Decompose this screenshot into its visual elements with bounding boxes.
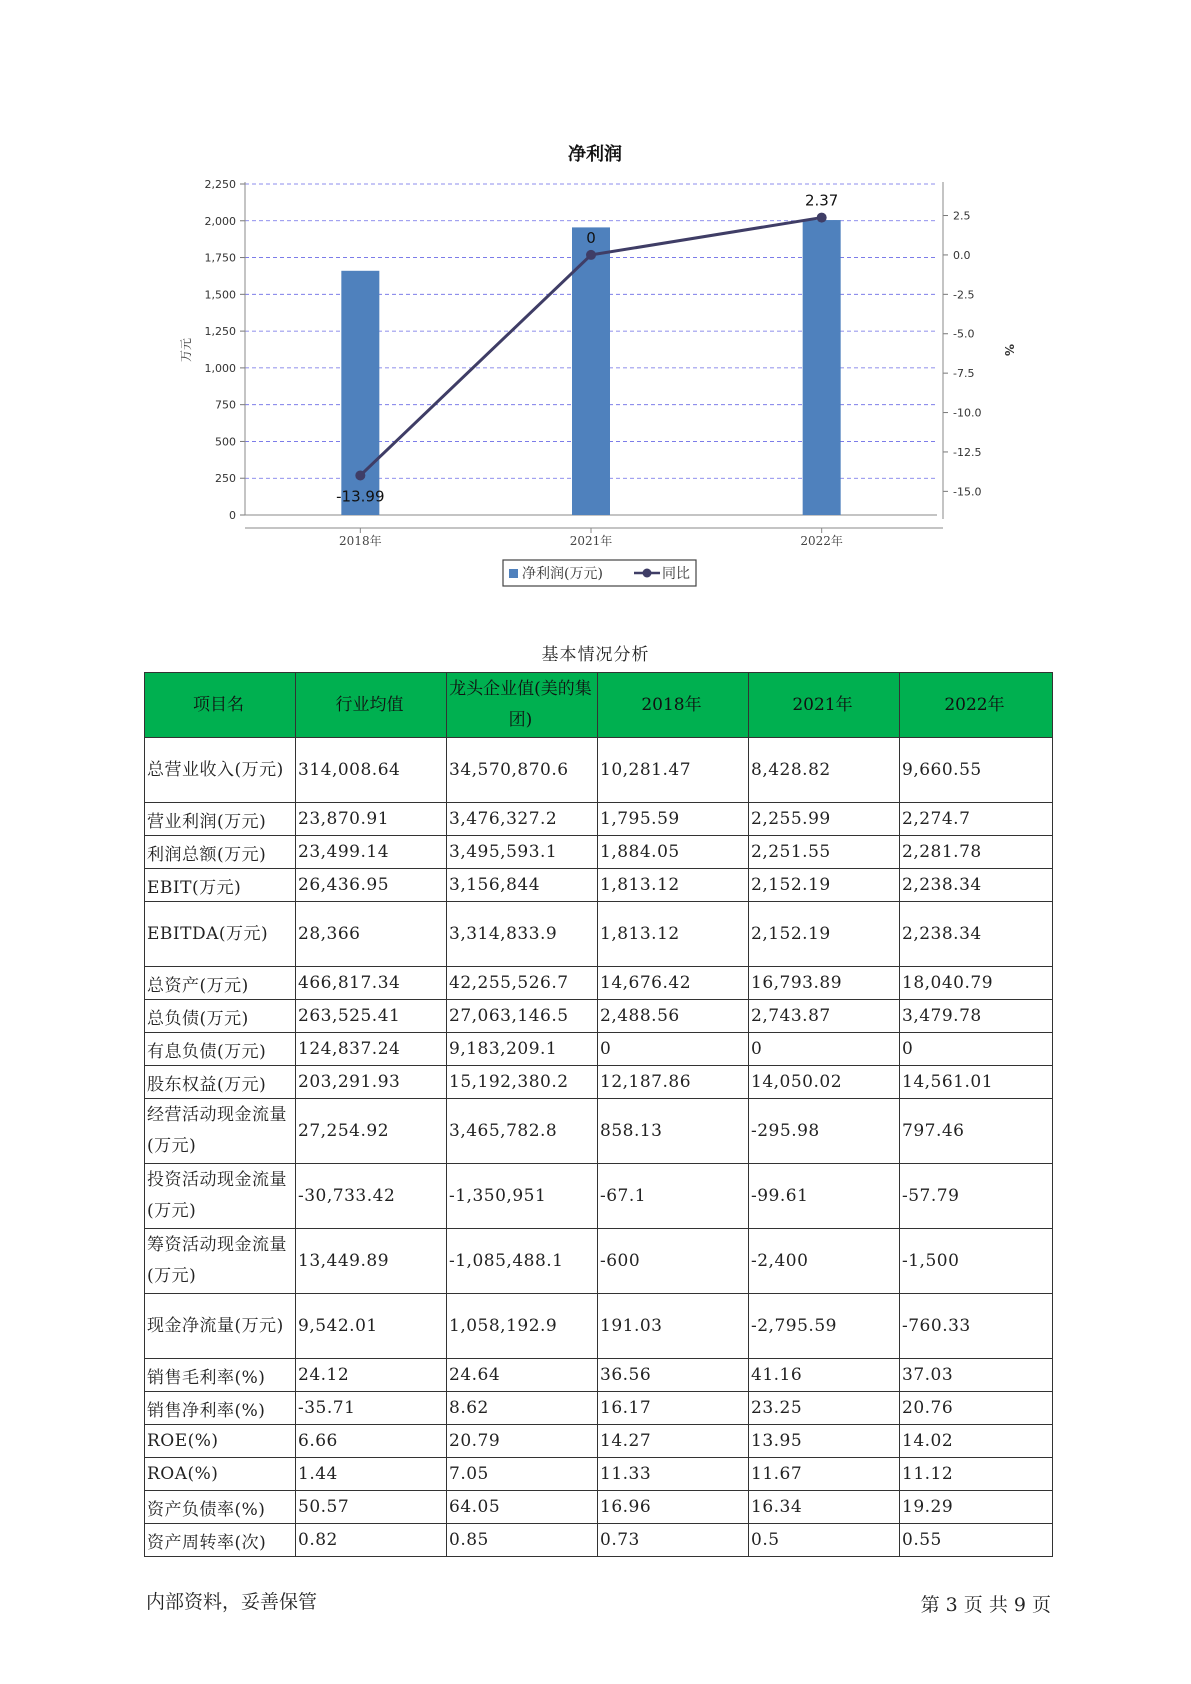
table-cell: 14,561.01 [900, 1066, 1053, 1099]
right-tick-label: -10.0 [953, 406, 982, 420]
right-tick-label: -12.5 [953, 445, 982, 459]
table-cell: 2,281.78 [900, 836, 1053, 869]
table-cell: 2,274.7 [900, 803, 1053, 836]
legend-line-label: 同比 [662, 566, 690, 582]
header-cell: 2021年 [749, 673, 900, 738]
table-cell: 16.96 [598, 1491, 749, 1524]
table-cell: 27,254.92 [296, 1099, 447, 1164]
table-header-row [145, 673, 1053, 738]
row-label-cell: 利润总额(万元) [145, 836, 296, 869]
row-label-cell: EBIT(万元) [145, 869, 296, 902]
table-row [145, 902, 1053, 967]
table-cell: 27,063,146.5 [447, 1000, 598, 1033]
table-cell: 16.34 [749, 1491, 900, 1524]
table-row [145, 1458, 1053, 1491]
row-label-cell: 投资活动现金流量(万元) [145, 1164, 296, 1229]
table-cell: 1,795.59 [598, 803, 749, 836]
table-cell: 2,152.19 [749, 869, 900, 902]
table-cell: 7.05 [447, 1458, 598, 1491]
right-tick-label: -5.0 [953, 327, 975, 341]
table-cell: 263,525.41 [296, 1000, 447, 1033]
table-cell: 3,156,844 [447, 869, 598, 902]
table-row [145, 967, 1053, 1000]
right-tick-label: -2.5 [953, 288, 975, 302]
row-label-cell: EBITDA(万元) [145, 902, 296, 967]
left-tick-label: 2,250 [204, 178, 236, 191]
table-cell: 466,817.34 [296, 967, 447, 1000]
legend-bar-swatch [509, 569, 518, 578]
table-cell: 14.02 [900, 1425, 1053, 1458]
yoy-point [586, 250, 596, 260]
header-cell: 龙头企业值(美的集团) [447, 673, 598, 738]
left-tick-label: 0 [229, 509, 236, 522]
table-cell: 1,813.12 [598, 902, 749, 967]
x-tick-label: 2021年 [569, 534, 613, 548]
table-cell: 6.66 [296, 1425, 447, 1458]
table-cell: 2,743.87 [749, 1000, 900, 1033]
row-label-cell: 经营活动现金流量(万元) [145, 1099, 296, 1164]
table-cell: 13.95 [749, 1425, 900, 1458]
legend-bar-label: 净利润(万元) [522, 566, 603, 582]
table-cell: 34,570,870.6 [447, 738, 598, 803]
bar [803, 220, 841, 515]
right-tick-label: 2.5 [953, 209, 971, 223]
left-tick-label: 1,500 [204, 288, 236, 302]
row-label-cell: 资产负债率(%) [145, 1491, 296, 1524]
row-label-cell: ROA(%) [145, 1458, 296, 1491]
table-cell: 28,366 [296, 902, 447, 967]
table-cell: 0 [598, 1033, 749, 1066]
table-cell: 0.82 [296, 1524, 447, 1557]
table-cell: 11.67 [749, 1458, 900, 1491]
table-cell: 0.73 [598, 1524, 749, 1557]
table-cell: 19.29 [900, 1491, 1053, 1524]
yoy-point [817, 213, 827, 223]
yoy-data-label: -13.99 [336, 487, 385, 506]
right-tick-label: -7.5 [953, 367, 975, 381]
row-label-cell: ROE(%) [145, 1425, 296, 1458]
table-cell: 2,488.56 [598, 1000, 749, 1033]
table-cell: 858.13 [598, 1099, 749, 1164]
row-label-cell: 销售净利率(%) [145, 1392, 296, 1425]
table-cell: -600 [598, 1229, 749, 1294]
x-tick-label: 2022年 [800, 534, 843, 548]
row-label-cell: 资产周转率(次) [145, 1524, 296, 1557]
table-cell: -67.1 [598, 1164, 749, 1229]
row-label-cell: 股东权益(万元) [145, 1066, 296, 1099]
legend-line-marker [643, 569, 652, 578]
left-tick-label: 1,000 [204, 361, 236, 375]
table-cell: 1,058,192.9 [447, 1294, 598, 1359]
left-tick-label: 250 [215, 472, 236, 486]
yoy-point [355, 470, 365, 480]
table-row [145, 1066, 1053, 1099]
table-cell: -1,085,488.1 [447, 1229, 598, 1294]
table-cell: 20.76 [900, 1392, 1053, 1425]
table-cell: 3,479.78 [900, 1000, 1053, 1033]
footer-page-number: 第 3 页 共 9 页 [920, 1594, 1051, 1616]
table-cell: 3,476,327.2 [447, 803, 598, 836]
table-caption: 基本情况分析 [541, 645, 650, 665]
row-label-cell: 总营业收入(万元) [145, 738, 296, 803]
table-cell: 26,436.95 [296, 869, 447, 902]
table-cell: 23.25 [749, 1392, 900, 1425]
table-row [145, 1000, 1053, 1033]
table-cell: 203,291.93 [296, 1066, 447, 1099]
table-row [145, 803, 1053, 836]
table-row [145, 869, 1053, 902]
right-tick-label: 0.0 [953, 248, 971, 262]
table-cell: 10,281.47 [598, 738, 749, 803]
left-axis-title: 万元 [179, 337, 193, 363]
table-cell: 0.5 [749, 1524, 900, 1557]
table-cell: 20.79 [447, 1425, 598, 1458]
table-cell: 9,660.55 [900, 738, 1053, 803]
table-cell: 8.62 [447, 1392, 598, 1425]
header-cell: 2022年 [900, 673, 1053, 738]
table-cell: 11.33 [598, 1458, 749, 1491]
table-cell: -1,500 [900, 1229, 1053, 1294]
table-cell: -2,795.59 [749, 1294, 900, 1359]
row-label-cell: 销售毛利率(%) [145, 1359, 296, 1392]
right-axis-title: % [1002, 343, 1016, 357]
table-cell: 8,428.82 [749, 738, 900, 803]
left-tick-label: 750 [215, 398, 236, 412]
table-cell: 1.44 [296, 1458, 447, 1491]
table-cell: 3,495,593.1 [447, 836, 598, 869]
row-label-cell: 营业利润(万元) [145, 803, 296, 836]
table-cell: 16.17 [598, 1392, 749, 1425]
net-profit-chart [0, 0, 1191, 600]
footer-confidential-note: 内部资料，妥善保管 [146, 1591, 318, 1613]
table-row [145, 1425, 1053, 1458]
table-cell: 23,870.91 [296, 803, 447, 836]
table-cell: -1,350,951 [447, 1164, 598, 1229]
table-cell: 23,499.14 [296, 836, 447, 869]
table-row [145, 1359, 1053, 1392]
table-cell: 2,255.99 [749, 803, 900, 836]
table-cell: 124,837.24 [296, 1033, 447, 1066]
left-tick-label: 1,250 [204, 325, 236, 339]
table-cell: 14,676.42 [598, 967, 749, 1000]
table-row [145, 1164, 1053, 1229]
table-cell: 11.12 [900, 1458, 1053, 1491]
yoy-data-label: 0 [586, 228, 596, 247]
table-cell: 12,187.86 [598, 1066, 749, 1099]
table-row [145, 1033, 1053, 1066]
table-cell: 14.27 [598, 1425, 749, 1458]
table-cell: 16,793.89 [749, 967, 900, 1000]
table-cell: 41.16 [749, 1359, 900, 1392]
basic-analysis-table [144, 672, 1053, 1557]
table-row [145, 1294, 1053, 1359]
table-cell: 24.64 [447, 1359, 598, 1392]
table-cell: 2,152.19 [749, 902, 900, 967]
table-cell: 18,040.79 [900, 967, 1053, 1000]
header-cell: 2018年 [598, 673, 749, 738]
bar [572, 227, 610, 515]
header-cell: 行业均值 [296, 673, 447, 738]
table-row [145, 1099, 1053, 1164]
chart-svg [0, 0, 1191, 600]
table-cell: 314,008.64 [296, 738, 447, 803]
table-cell: 15,192,380.2 [447, 1066, 598, 1099]
table-cell: -99.61 [749, 1164, 900, 1229]
table-cell: 14,050.02 [749, 1066, 900, 1099]
table-cell: 3,314,833.9 [447, 902, 598, 967]
row-label-cell: 总资产(万元) [145, 967, 296, 1000]
table-cell: -30,733.42 [296, 1164, 447, 1229]
table-row [145, 1524, 1053, 1557]
table-cell: -2,400 [749, 1229, 900, 1294]
row-label-cell: 现金净流量(万元) [145, 1294, 296, 1359]
right-tick-label: -15.0 [953, 485, 982, 499]
table-cell: 9,542.01 [296, 1294, 447, 1359]
left-tick-label: 1,750 [204, 251, 236, 265]
table-cell: 13,449.89 [296, 1229, 447, 1294]
table-cell: 36.56 [598, 1359, 749, 1392]
table-cell: 191.03 [598, 1294, 749, 1359]
table-cell: 1,884.05 [598, 836, 749, 869]
table-cell: -35.71 [296, 1392, 447, 1425]
table-cell: -295.98 [749, 1099, 900, 1164]
table-cell: 0.85 [447, 1524, 598, 1557]
table-cell: 37.03 [900, 1359, 1053, 1392]
table-row [145, 1392, 1053, 1425]
table-cell: 2,251.55 [749, 836, 900, 869]
table-cell: 9,183,209.1 [447, 1033, 598, 1066]
table-cell: 24.12 [296, 1359, 447, 1392]
yoy-data-label: 2.37 [804, 191, 839, 210]
table-cell: 0 [749, 1033, 900, 1066]
table-cell: -57.79 [900, 1164, 1053, 1229]
x-tick-label: 2018年 [339, 534, 382, 548]
table-cell: 0.55 [900, 1524, 1053, 1557]
left-tick-label: 2,000 [204, 214, 236, 228]
table-cell: -760.33 [900, 1294, 1053, 1359]
header-cell: 项目名 [145, 673, 296, 738]
table-cell: 0 [900, 1033, 1053, 1066]
chart-title: 净利润 [568, 144, 622, 165]
table-row [145, 1491, 1053, 1524]
table-cell: 2,238.34 [900, 869, 1053, 902]
table-cell: 42,255,526.7 [447, 967, 598, 1000]
left-tick-label: 500 [215, 435, 236, 449]
table-cell: 797.46 [900, 1099, 1053, 1164]
table-cell: 2,238.34 [900, 902, 1053, 967]
table-row [145, 1229, 1053, 1294]
table-cell: 3,465,782.8 [447, 1099, 598, 1164]
row-label-cell: 筹资活动现金流量(万元) [145, 1229, 296, 1294]
table-row [145, 836, 1053, 869]
table-cell: 50.57 [296, 1491, 447, 1524]
table-cell: 1,813.12 [598, 869, 749, 902]
table-cell: 64.05 [447, 1491, 598, 1524]
table-row [145, 738, 1053, 803]
row-label-cell: 有息负债(万元) [145, 1033, 296, 1066]
row-label-cell: 总负债(万元) [145, 1000, 296, 1033]
